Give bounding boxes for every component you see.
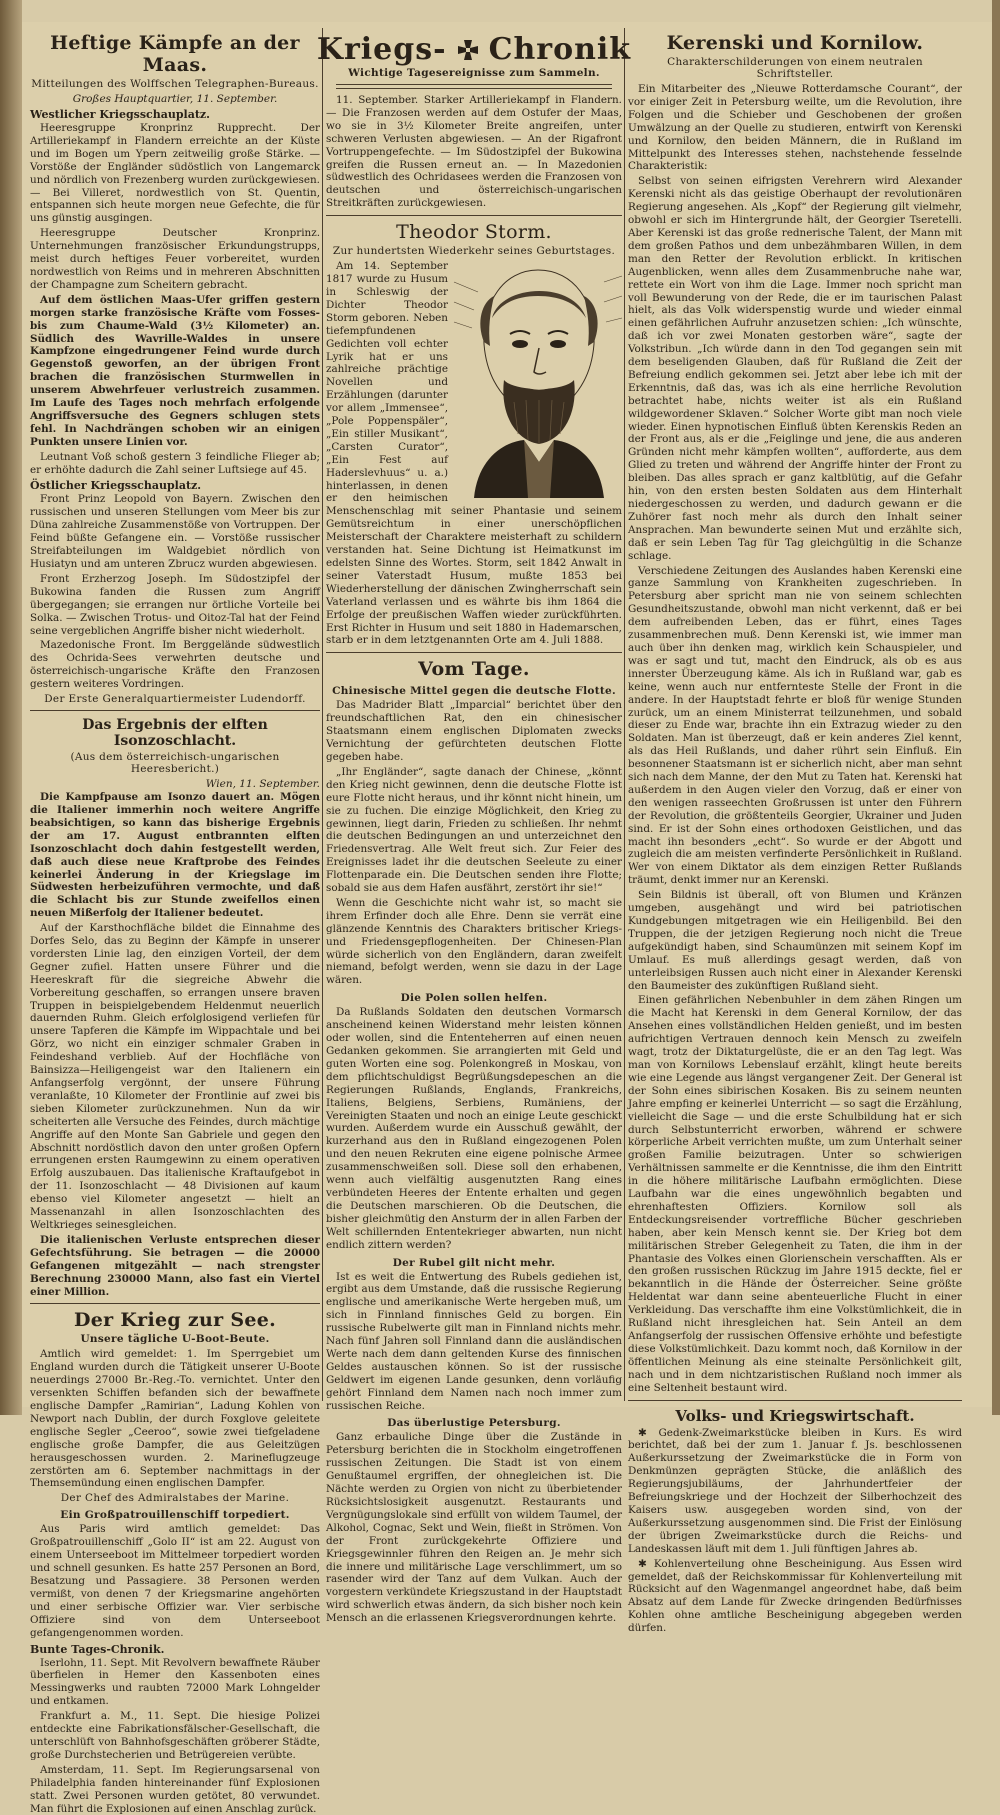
column-left — [30, 28, 320, 1815]
paragraph: Das Madrider Blatt „Imparcial“ berichtet über den freundschaftlichen Rat, den ein chinesischer Staatsmann einem englischen Diplomaten zwecks Vernichtung der gefürchteten deutschen Flotte gegeben habe. — [326, 699, 622, 763]
section-head: Die Polen sollen helfen. — [400, 992, 548, 1005]
paragraph: Selbst von seinen eifrigsten Verehrern wird Alexander Kerenski nicht als das geistige Oberhaupt der revolutionären Regierung angesehen. Als „Kopf“ der Regierung gilt vielmehr, obwohl er sich im Hintergrunde hält, der Georgier Tseretelli. Aber Kerenski ist das große rednerische Talent, der Mann mit dem großen Pathos und dem unbezähmbaren Willen, in dem man den Retter der Revolution erblickt. In kritischen Augenblicken, wenn alles dem Zusammenbruche nahe war, rettete ein Wort von ihm die Lage. Immer noch spricht man voll Bewunderung von der Rede, die er im taurischen Palast hielt, als das Volk widerspenstig wurde und wieder einmal einen gefährlichen Aufruhr anzusetzen schien: „Ich wünschte, daß ich vor zwei Monaten gestorben wäre“, sagte der Volkstribun. „Ich würde dann in den Tod gegangen sein mit dem beseligenden Glauben, daß für Rußland die Zeit der Befreiung endlich gekommen sei. Jetzt aber lebe ich mit der Erkenntnis, daß das, was ich als eine herrliche Revolution betrachtet habe, nichts weiter ist als ein Rußland wildgewordener Sklaven.“ Solcher Worte gibt man noch viele wieder. Einen hypnotischen Einfluß übten Kerenskis Reden an der Front aus, als er die „Feiglinge und jene, die aus anderen Gründen nicht mehr kämpfen wollten“, aufforderte, aus dem Glied zu treten und während der Angriffe hinter der Front zu bleiben. Das alles sprach er ganz kaltblütig, auf die Gefahr hin, von den ersten besten Soldaten aus dem Hinterhalt niedergeschossen zu werden, und dadurch gewann er die Zuhörer fast noch mehr als durch den Inhalt seiner Ansprachen. Man bewunderte seinen Mut und erzählte sich, daß er sein Leben Tag für Tag gleichgültig in die Schanze schlage. — [628, 175, 962, 562]
paragraph: Leutnant Voß schoß gestern 3 feindliche Flieger ab; er erhöhte dadurch die Zahl seiner Luftsiege auf 45. — [30, 450, 320, 476]
section-head-west: Westlicher Kriegsschauplatz. — [30, 108, 210, 121]
column-rule — [322, 28, 323, 1401]
paragraph: Ist es weit die Entwertung des Rubels gediehen ist, ergibt aus dem Umstande, daß die russische Regierung englische und amerikanische Werte hergeben muß, um sich in Finnland finnisches Geld zu borgen. Ein russische Rubelwerte gilt man in Finnland nichts mehr. Nach fünf Jahren soll Finnland dann die ausländischen Werte nach dem dann geltenden Kurse des finnischen Geldes austauschen können. So ist der russische Geldwert im eigenen Lande gesunken, denn vorläufig gehört Finnland dem Namen nach noch immer zum russischen Reiche. — [326, 1270, 622, 1412]
article-title-volkswirtschaft: Volks- und Kriegswirtschaft. — [675, 1406, 915, 1425]
section-head-chronik: Bunte Tages-Chronik. — [30, 1642, 165, 1656]
paragraph: Front Erzherzog Joseph. Im Südostzipfel der Bukowina fanden die Russen zum Angriff übergegangen; sie errangen nur örtliche Vorteile bei Solka. — Zwischen Trotus- und Oitoz-Tal hat der Feind seine vergeblichen Angriffe bisher nicht wiederholt. — [30, 572, 320, 637]
paragraph-bold: Die italienischen Verluste entsprechen dieser Gefechtsführung. Sie betragen — die 20000 Gefangenen mitgezählt — nach strengster Berechnung 230000 Mann, also fast ein Viertel einer Million. — [30, 1233, 320, 1298]
paragraph: Aus Paris wird amtlich gemeldet: Das Großpatrouillenschiff „Golo II“ ist am 22. August von einem Unterseeboot im Mittelmeer torpediert worden und schnell gesunken. Es hatte 257 Personen an Bord, Besatzung und Passagiere. 38 Personen werden vermißt, von denen 7 der Kriegsmarine angehörten und einer serbische Offizier war. Vier serbische Offiziere sind von dem Unterseeboot gefangengenommen worden. — [30, 1523, 320, 1639]
paragraph: ✱ Kohlenverteilung ohne Bescheinigung. Aus Essen wird gemeldet, daß der Reichskommissar für Kohlenverteilung mit Rücksicht auf den Wagenmangel angeordnet habe, daß beim Absatz auf dem Lande für Zwecke dringenden Bedürfnisses Kohlen ohne amtliche Bescheinigung abgegeben werden dürfen. — [628, 1557, 962, 1635]
column-rule — [624, 28, 625, 1401]
paragraph-bold: Auf dem östlichen Maas-Ufer griffen gestern morgen starke französische Kräfte vom Fosses-bis zum Chaume-Wald (3½ Kilometer) an. Südlich des Wavrille-Waldes in unsere Kampfzone eingedrungener Feind wurde durch Gegenstoß geworfen, an der übrigen Front brachen die französischen Sturmwellen in unserem Abwehrfeuer verlustreich zusammen. Im Laufe des Tages noch mehrfach erfolgende Angriffsversuche des Gegners schlugen stets fehl. In Nachdrängen schoben wir an einigen Punkten unsere Linien vor. — [30, 293, 320, 448]
dateline: Großes Hauptquartier, 11. September. — [72, 93, 278, 105]
paragraph: Heeresgruppe Deutscher Kronprinz. Unternehmungen französischer Erkundungstrupps, meist durch heftiges Feuer vorbereitet, wurden nordwestlich von Reims und in mehreren Abschnitten der Champagne zum Scheitern gebracht. — [30, 227, 320, 291]
section-head-east: Östlicher Kriegsschauplatz. — [30, 479, 202, 493]
paragraph: ✱ Gedenk-Zweimarkstücke bleiben in Kurs. Es wird berichtet, daß bei der zum 1. Januar f. Js. beschlossenen Außerkurssetzung der Zweimarkstücke die in Form von Denkmünzen geprägten Stücke, die anläßlich des Regierungsjubiläums, der Jahrhundertfeier der Befreiungskriege und der Hochzeit der Silberhochzeit des Kaisers usw. ausgegeben worden sind, von der Außerkurssetzung ausgenommen sind. Die Frist der Einlösung der übrigen Zweimarkstücke durch die Reichs- und Landeskassen läuft mit dem 1. Juli fünftigen Jahres ab. — [628, 1426, 962, 1555]
divider — [30, 710, 320, 711]
paragraph: Wenn die Geschichte nicht wahr ist, so macht sie ihrem Erfinder doch alle Ehre. Denn sie verrät eine glänzende Kenntnis des Charakters britischer Kriegs- und Friedensgepflogenheiten. Der Chinesen-Plan würde sicherlich von den Engländern, daran zweifelt niemand, befolgt werden, wenn sie dazu in der Lage wären. — [326, 896, 622, 987]
article-subtitle: Charakterschilderungen von einem neutralen Schriftsteller. — [667, 56, 923, 80]
section-head: Ein Großpatrouillenschiff torpediert. — [60, 1509, 290, 1522]
article-title-maas: Heftige Kämpfe an der Maas. — [50, 32, 300, 76]
page-edge — [992, 0, 1000, 1415]
masthead-subtitle: Wichtige Tagesereignisse zum Sammeln. — [348, 67, 600, 79]
paragraph: Heeresgruppe Kronprinz Rupprecht. Der Artilleriekampf in Flandern erreichte an der Küste und im Bogen um Ypern zeitweilig große Stärke. — Vorstöße der Engländer südöstlich von Langemarck und nördlich von Frezenberg wurden zurückgewiesen. — Bei Villeret, nordwestlich von St. Quentin, entspannen sich heute morgen neue Gefechte, die für uns günstig ausgingen. — [30, 122, 320, 225]
divider — [628, 1400, 962, 1401]
paragraph: „Ihr Engländer“, sagte danach der Chinese, „könnt den Krieg nicht gewinnen, denn die deutsche Flotte ist eure Flotte nicht heraus, und ihr könnt nicht hinein, um sie zu fuchen. Die einzige Möglichkeit, den Krieg zu gewinnen, liegt darin, Frieden zu schließen. Ihr nehmt die deutschen Bedingungen an und unterzeichnet den Friedensvertrag. Alle Welt freut sich. Zur Feier des Ereignisses ladet ihr die deutschen Seeleute zu einer Flottenparade ein. Die Deutschen senden ihre Flotte; sobald sie aus dem Hafen ausfährt, zerstört ihr sie!“ — [326, 765, 622, 895]
paragraph: Amtlich wird gemeldet: 1. Im Sperrgebiet um England wurden durch die Tätigkeit unserer U-Boote neuerdings 27000 Br.-Reg.-To. vernichtet. Unter den versenkten Schiffen befanden sich der bewaffnete englische Dampfer „Ramirian“, Ladung Kohlen von Newport nach Dublin, der durch Foxglove geleitete englische Segler „Ceeroo“, sowie zwei tiefgeladene englische große Dampfer, die aus Geleitzügen herausgeschossen wurden. 2. Marineflugzeuge zerstörten am 6. September nachmittags in der Themsemündung einen englischen Dampfer. — [30, 1348, 320, 1490]
article-title-storm: Theodor Storm. — [396, 221, 552, 244]
paragraph: Sein Bildnis ist überall, oft von Blumen und Kränzen umgeben, ausgehängt und wird bei patriotischen Kundgebungen mitgetragen wie ein Heiligenbild. Bei den Truppen, die der jetzigen Regierung noch nicht die Treue aufgekündigt haben, sind Schaumünzen mit seinem Kopf im Umlauf. Es muß allerdings gesagt werden, daß von unterleibsigen Russen auch nicht einer in Alexander Kerenski den Baumeister des zukünftigen Rußland sieht. — [628, 889, 962, 992]
divider — [336, 84, 612, 89]
paragraph: 11. September. Starker Artilleriekampf in Flandern. — Die Franzosen werden auf dem Ostufer der Maas, wo sie in 3½ Kilometer Breite angreifen, unter schweren Verlusten abgewiesen. — An der Rigafront Vortruppengefechte. — Im Südostzipfel der Bukowina greifen die Russen erneut an. — In Mazedonien südwestlich des Ochridasees werden die Franzosen von deutschen und österreichisch-ungarischen Streitkräften zurückgewiesen. — [326, 94, 622, 210]
divider — [326, 215, 622, 216]
article-subtitle: Unsere tägliche U-Boot-Beute. — [80, 1333, 270, 1346]
section-head: Chinesische Mittel gegen die deutsche Flotte. — [332, 685, 616, 698]
paragraph: Einen gefährlichen Nebenbuhler in dem zähen Ringen um die Macht hat Kerenski in dem General Kornilow, der das Ansehen eines vollständlichen Helden genießt, und im besten aufrichtigen Vertrauen dennoch kein Mensch zu zweifeln wagt, trotz der Diktaturgelüste, die er an den Tag legt. Was man von Kornilows Lebenslauf erzählt, klingt heute bereits wie eine Legende aus längst vergangener Zeit. Der General ist der Sohn eines sibirischen Kosaken. Bis zu seinem neunten Jahre empfing er keinerlei Unterricht — so sagt die Erzählung, vielleicht die Sage — und die erste Schulbildung hat er sich durch Selbstunterricht erworben, während er schwere körperliche Arbeit verrichten mußte, um zum Unterhalt seiner großen Familie beizutragen. Unter so schwierigen Verhältnissen sammelte er die Kenntnisse, die ihm den Eintritt in die höhere militärische Laufbahn ermöglichten. Diese Laufbahn war die eines ungewöhnlich begabten und ehrenhaftesten Offiziers. Kornilow soll als Entdeckungsreisender vortreffliche Bücher geschrieben haben, aber kein Mensch kennt sie. Der Krieg bot dem militärischen Streber Gelegenheit zu Taten, die ihm in der Phantasie des Volkes einen Glorienschein verschafften. Als er den großen russischen Rückzug im Jahre 1915 deckte, fiel er bekanntlich in die Hände der Österreicher. Seine größte Heldentat war dann seine abenteuerliche Flucht in einer Verkleidung. Das verschaffte ihm eine Volkstümlichkeit, die in Rußland nicht ihresgleichen hat. Sein Anteil an dem Anfangserfolg der russischen Offensive erhöhte und befestigte diese Volkstümlichkeit. Dazu kommt noch, daß Kornilow in der öffentlichen Meinung als eine steinalte Persönlichkeit gilt, nach und in dem nichtzaristischen Rußland noch immer als eine Seltenheit bestaunt wird. — [628, 994, 962, 1394]
divider — [30, 1303, 320, 1304]
signature: Der Chef des Admiralstabes der Marine. — [60, 1492, 290, 1505]
article-title-kerenski: Kerenski und Kornilow. — [666, 32, 924, 54]
masthead-word-left: Kriegs- — [316, 32, 447, 67]
column-right — [628, 28, 962, 1635]
article-title-isonzo: Das Ergebnis der elften Isonzoschlacht. — [82, 717, 268, 750]
paragraph: Ein Mitarbeiter des „Nieuwe Rotterdamsche Courant“, der vor einiger Zeit in Petersburg weilte, um die Revolution, ihre Folgen und die Schieber und Geschobenen der großen Umwälzung an der Quelle zu studieren, entwirft von Kerenski und Kornilow, den beiden Männern, die in Rußland im Mittelpunkt des Interesses stehen, nachstehende fesselnde Charakteristik: — [628, 83, 962, 173]
column-middle — [316, 28, 632, 1625]
paragraph: Ganz erbauliche Dinge über die Zustände in Petersburg berichten die in Stockholm eingetroffenen russischen Zeitungen. Die Stadt ist von einem Genußtaumel ergriffen, der ohnegleichen ist. Die Nächte werden zu Orgien von nicht zu überbietender Rücksichtslosigkeit ausgenutzt. Restaurants und Vergnügungslokale sind erfüllt von wildem Taumel, der Alkohol, Cognac, Sekt und Wein, fließt in Strömen. Von der Front zurückgekehrte Offiziere und Kriegsgewinnler führen den Reigen an. Je mehr sich die innere und militärische Lage verschlimmert, um so rasender wird der Tanz auf dem Vulkan. Auch der vorgestern verkündete Kriegszustand in der Hauptstadt wird schwerlich etwas ändern, da sich bisher noch kein Mensch an die erlassenen Kriegsverordnungen kehrte. — [326, 1431, 623, 1625]
binding-gutter — [0, 0, 22, 1415]
section-head: Das überlustige Petersburg. — [387, 1417, 561, 1430]
paragraph: Mazedonische Front. Im Berggelände südwestlich des Ochrida-Sees verwehrten deutsche und österreichisch-ungarische Kräfte den Franzosen gestern weiteres Vordringen. — [30, 639, 320, 691]
divider — [326, 652, 622, 653]
article-title-see: Der Krieg zur See. — [73, 1309, 277, 1332]
article-subtitle: Zur hundertsten Wiederkehr seines Geburtstages. — [332, 245, 616, 258]
chronik-item: Frankfurt a. M., 11. Sept. Die hiesige Polizei entdeckte eine Fabrikationsfälscher-Gesellschaft, die unterschlüft von Bahnhofsgeschäften gröberer Städte, große Durchstecherien und Betrügereien verübte. — [30, 1710, 320, 1761]
article-subtitle: (Aus dem österreichisch-ungarischen Heeresbericht.) — [70, 751, 280, 776]
signature: Der Erste Generalquartiermeister Ludendorff. — [44, 693, 306, 706]
dateline: Wien, 11. September. — [205, 778, 320, 791]
masthead-word-right: Chronik — [488, 32, 632, 67]
paragraph: Da Rußlands Soldaten den deutschen Vormarsch anscheinend keinen Widerstand mehr leisten können oder wollen, sind die Ententeherren auf einen neuen Gedanken gekommen. Sie arrangierten mit Geld und guten Worten eine sog. Polenkongreß in Moskau, von dem pflichtschuldigst Begrüßungsdepeschen an die Regierungen Rußlands, Englands, Frankreichs, Italiens, Belgiens, Serbiens, Rumäniens, der Vereinigten Staaten und noch an einige Leute geschickt wurden. Außerdem wurde ein Ausschuß gewählt, der kurzerhand aus den in Rußland eingezogenen Polen und den neuen Rekruten eine eigene polnische Armee zusammenschweißen soll. Diese soll den erhabenen, wenn auch vielfältig ausgenutzten Rang eines verbündeten Heeres der Entente erhalten und gegen die Deutschen marschieren. Ob die Deutschen, die bisher gleichmütig den Ansturm der in allen Farben der Welt schillernden Ententekrieger abwarten, nun nicht endlich zittern werden? — [326, 1006, 622, 1251]
paragraph: Front Prinz Leopold von Bayern. Zwischen den russischen und unseren Stellungen vom Meer bis zur Düna zahlreiche Zusammenstöße von Vortruppen. Der Feind büßte Gefangene ein. — Vorstöße russischer Streifabteilungen im Waldgebiet nördlich von Husiatyn und am unteren Zbrucz wurden abgewiesen. — [30, 493, 320, 570]
iron-cross-icon — [453, 35, 483, 65]
paragraph-bold: Die Kampfpause am Isonzo dauert an. Mögen die Italiener immerhin noch weitere Angriffe beabsichtigen, so kann das bisherige Ergebnis der am 17. August entbrannten elften Isonzoschlacht doch dahin festgestellt werden, daß auch diese neue Kraftprobe des Feindes keinerlei Änderung in der Kriegslage im Südwesten herbeizuführen vermochte, und daß die Schlacht bis zur Stunde zweifellos einen neuen Mißerfolg der Italiener bedeutet. — [30, 791, 320, 920]
kriegs-chronik-masthead — [316, 32, 632, 67]
paragraph: Verschiedene Zeitungen des Auslandes haben Kerenski eine ganze Sammlung von Krankheiten zugeschrieben. In Petersburg aber spricht man nie von seinem schlechten Gesundheitszustande, obwohl man nicht verkennt, daß er bei dem aufreibenden Leben, das er führt, eines Tages zusammenbrechen muß. Denn Kerenski ist, wie immer man auch über ihn denken mag, wirklich kein Schauspieler, und was er sagt und tut, macht den Eindruck, als ob es aus innerster Überzeugung käme. Als ich in Rußland war, gab es keine, wenn auch nur entfernteste Stelle der Front in die andere. In der Hauptstadt fehrte er bloß für wenige Stunden zurück, um an einem Ministerrat teilzunehmen, und sobald dieser zu Ende war, brachte ihn ein Extrazug wieder zu den Soldaten. Man ist überzeugt, daß er kein anderes Ziel kennt, als das Heil Rußlands, und daher rührt sein Einfluß. Ein besonnener Staatsmann ist er sicherlich nicht, aber man sehnt sich nach dem Manne, der den Mut zu Taten hat. Kerenski hat außerdem in den Augen vieler den Vorzug, daß er einer von den wenigen rasseechten Großrussen ist unter den Führern der Revolution, die größtenteils Georgier, Ukrainer und Juden sind. Er ist der Sohn eines orthodoxen Geistlichen, und das macht ihn besonders „echt“. So wurde er der Abgott und zugleich die am meisten verfinderte Persönlichkeit in Rußland. Wer von einem Diktator als dem einzigen Retter Rußlands träumt, denkt immer nur an Kerenski. — [628, 564, 962, 887]
paragraph: Am 14. September 1817 wurde zu Husum in Schleswig der Dichter Theodor Storm geboren. Neben tiefempfundenen Gedichten voll echter Lyrik hat er uns zahlreiche prächtige Novellen und Erzählungen (darunter vor allem „Immensee“, „Pole Poppenspäler“, „Ein stiller Musikant“, „Carsten Curator“, „Ein Fest auf Haderslevhuus“ u. a.) hinterlassen, in denen er den heimischen Menschenschlag mit seiner Phantasie und seinem Gemütsreichtum in einer unerschöpflichen Meisterschaft der Charaktere meisterhaft zu schildern verstanden hat. Seine Dichtung ist Heimatkunst im edelsten Sinne des Wortes. Storm, seit 1842 Anwalt in seiner Vaterstadt Husum, mußte 1853 bei Wiederherstellung der dänischen Zwingherrschaft sein Vaterland verlassen und es währte bis ihm 1864 die Erfolge der preußischen Waffen wieder zurückführten. Erst Richter in Husum und seit 1880 in Hademarschen, starb er in dem letztgenannten Orte am 4. Juli 1888. — [326, 260, 622, 647]
article-subtitle: Mitteilungen des Wolffschen Telegraphen-Bureaus. — [31, 78, 319, 90]
chronik-item: Iserlohn, 11. Sept. Mit Revolvern bewaffnete Räuber überfielen in Hemer den Kassenboten eines Messingwerks und raubten 72000 Mark Lohngelder und entkamen. — [30, 1656, 320, 1708]
theodor-storm-portrait — [454, 262, 622, 498]
article-title-vom-tage: Vom Tage. — [418, 658, 530, 681]
paragraph: Auf der Karsthochfläche bildet die Einnahme des Dorfes Selo, das zu Beginn der Kämpfe in unserer vordersten Linie lag, den einzigen Vorteil, der dem Gegner zufiel. Hatten unsere Führer und die Heereskraft für die siegreiche Abwehr die Vorbereitung geschaffen, so errangen unsere braven Truppen in beispielgebendem Heldenmut neuerlich dauernden Ruhm. Gleich erfolglosigend verliefen für unsere Tapferen die Kämpfe im Wippachtale und bei Görz, wo nicht ein einziger schmaler Graben in Feindeshand verblieb. Auf der Hochfläche von Bainsizza—Heiligengeist war den Italienern ein Anfangserfolg vergönnt, der unsere Führung veranlaßte, 10 Kilometer der Frontlinie auf zwei bis sieben Kilometer zurückzunehmen. Nun da wir scheiterten alle Versuche des Feindes, durch mächtige Angriffe auf den Monte San Gabriele und gegen den Abschnitt nordöstlich davon den unter großen Opfern errungenen ersten Raumgewinn zu einem operativen Erfolg auszubauen. Das italienische Kraftaufgebot in der 11. Isonzoschlacht — 48 Divisionen auf kaum ebenso viel Kilometer angesetzt — hielt an Massenanzahl in allen Isonzoschlachten des Weltkrieges seinesgleichen. — [30, 922, 320, 1231]
section-head: Der Rubel gilt nicht mehr. — [392, 1256, 556, 1269]
chronik-item: Amsterdam, 11. Sept. Im Regierungsarsenal von Philadelphia fanden hintereinander fünf Explosionen statt. Zwei Personen wurden getötet, 80 verwundet. Man führt die Explosionen auf einen Anschlag zurück. — [30, 1763, 320, 1815]
